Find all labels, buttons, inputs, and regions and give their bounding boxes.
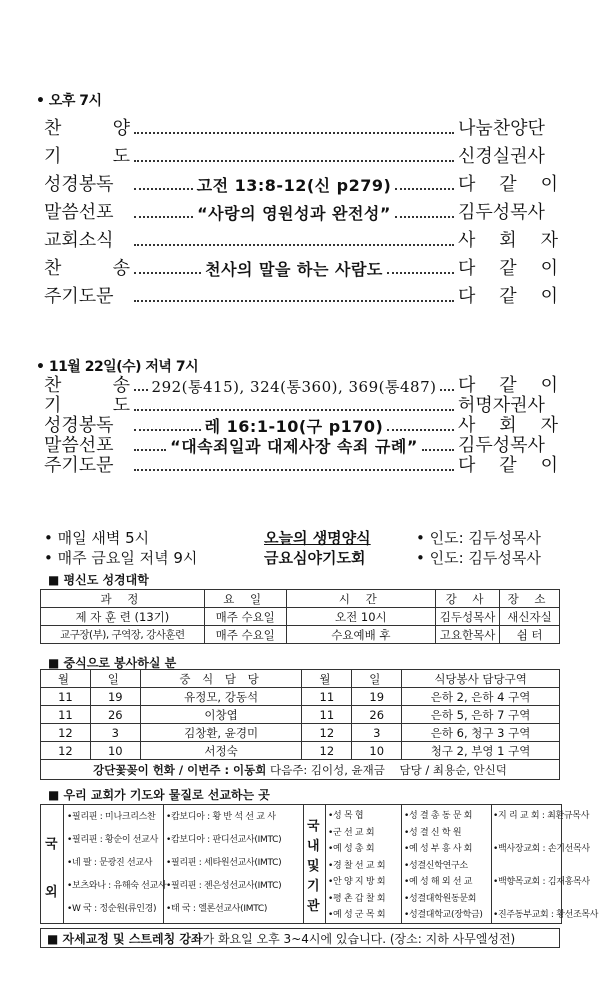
mission-entry: •캄보디아 : 황 반 석 선 교 사 xyxy=(166,812,276,822)
header-cell: 일 xyxy=(90,670,140,688)
order-role: 주기도문 xyxy=(44,455,114,476)
footer-notice xyxy=(40,928,560,948)
flower-duty: 담당 / 최용순, 안신덕 xyxy=(399,762,507,777)
order-role: 기 도 xyxy=(44,146,130,167)
mission-entry: •예 성 군 목 회 xyxy=(328,910,386,920)
header-cell: 일 xyxy=(352,670,402,688)
table-cell: 12 xyxy=(41,742,91,760)
table-cell: 쉼 터 xyxy=(500,626,560,644)
order-row xyxy=(44,455,558,477)
table-cell: 26 xyxy=(352,706,402,724)
order-row xyxy=(44,112,558,140)
flower-label: 강단꽃꽂이 헌화 / 이번주 : 이동희 xyxy=(93,762,267,777)
mission-entry: •성결신학연구소 xyxy=(404,860,468,871)
side-label: 국 xyxy=(307,819,320,834)
header-cell: 과 정 xyxy=(41,590,205,608)
college-table xyxy=(40,589,560,644)
header-cell: 중 식 담 당 xyxy=(140,670,302,688)
table-cell: 12 xyxy=(41,724,91,742)
mission-entry: •백향목교회 : 김재홍목사 xyxy=(493,877,590,887)
order-content: 레 16:1-10(구 p170) xyxy=(204,417,384,436)
order-role: 찬 송 xyxy=(44,375,130,396)
mission-entry: •성결대학원동문회 xyxy=(404,893,477,904)
wednesday-heading: • 11월 22일(수) 저녁 7시 xyxy=(36,359,199,375)
order-content: 292(통415), 324(통360), 369(통487) xyxy=(151,378,437,396)
mission-entry: •예 성 부 흥 사 회 xyxy=(404,844,473,854)
side-label: 외 xyxy=(45,885,58,900)
order-person: 사 회 자 xyxy=(458,415,558,436)
order-content: 고전 13:8-12(신 p279) xyxy=(196,176,392,195)
mission-entry: •네 팔 : 문광진 선교사 xyxy=(67,858,153,868)
footer-bold: ■ 자세교정 및 스트레칭 강좌 xyxy=(47,932,203,946)
table-cell: 김창환, 윤경미 xyxy=(140,724,302,742)
mission-entry: •경 찰 선 교 회 xyxy=(328,860,386,871)
table-cell: 19 xyxy=(90,688,140,706)
mission-entry: •성 목 협 xyxy=(328,811,364,821)
mission-entry: •필리핀 : 미나크리스찬 xyxy=(67,812,156,822)
table-cell: 19 xyxy=(352,688,402,706)
order-row xyxy=(44,168,558,196)
footer-text: 가 화요일 오후 3~4시에 있습니다. (장소: 지하 사무엘성전) xyxy=(202,932,516,946)
mission-entry: •진주동부교회 : 황선조목사 xyxy=(493,910,599,920)
table-row xyxy=(41,626,560,644)
order-person: 다 같 이 xyxy=(458,455,558,476)
evening-heading: • 오후 7시 xyxy=(36,93,102,109)
order-person: 신경실권사 xyxy=(458,146,545,167)
daily-when: • 매주 금요일 저녁 9시 xyxy=(44,549,198,567)
table-cell: 서정숙 xyxy=(140,742,302,760)
table-row xyxy=(41,706,560,724)
side-label: 관 xyxy=(307,899,320,914)
side-label: 국 xyxy=(45,837,58,852)
order-row xyxy=(44,224,558,252)
header-cell: 시 간 xyxy=(286,590,435,608)
mission-entry: •지 리 교 회 : 최환규목사 xyxy=(493,811,590,821)
order-role: 기 도 xyxy=(44,395,130,416)
table-cell: 새신자실 xyxy=(500,608,560,626)
table-cell: 11 xyxy=(41,688,91,706)
mission-entry: •예 성 총 회 xyxy=(328,844,375,854)
table-cell: 매주 수요일 xyxy=(204,608,286,626)
mission-entry: •보츠와나 : 유해숙 선교사 xyxy=(67,881,167,891)
mission-entry: •필리핀 : 황순이 선교사 xyxy=(67,835,158,845)
table-row xyxy=(41,724,560,742)
daily-row-2 xyxy=(44,547,560,568)
table-row xyxy=(41,688,560,706)
header-cell: 식당봉사 담당구역 xyxy=(402,670,560,688)
table-cell: 김두성목사 xyxy=(436,608,500,626)
order-person: 다 같 이 xyxy=(458,258,558,279)
order-person: 다 같 이 xyxy=(458,286,558,307)
side-label: 기 xyxy=(307,879,320,894)
order-person: 다 같 이 xyxy=(458,375,558,396)
order-content: “사랑의 영원성과 완전성” xyxy=(197,204,391,223)
order-row xyxy=(44,280,558,308)
missions-heading: ■ 우리 교회가 기도와 물질로 선교하는 곳 xyxy=(48,788,270,802)
table-cell: 11 xyxy=(302,706,352,724)
mission-entry: •캄보디아 : 판디선교사(IMTC) xyxy=(166,835,282,845)
mission-entry: •예 성 해 외 선 교 xyxy=(404,877,473,887)
order-content: 천사의 말을 하는 사람도 xyxy=(205,260,383,279)
order-row xyxy=(44,196,558,224)
table-cell: 3 xyxy=(352,724,402,742)
mission-entry: •성 결 총 동 문 회 xyxy=(404,811,473,821)
order-person: 나눔찬양단 xyxy=(458,118,545,139)
table-cell: 26 xyxy=(90,706,140,724)
header-cell: 월 xyxy=(41,670,91,688)
mission-entry: •백사장교회 : 손기선목사 xyxy=(493,844,590,854)
table-cell: 10 xyxy=(352,742,402,760)
table-cell: 제 자 훈 련 (13기) xyxy=(41,608,205,626)
table-cell: 은하 5, 은하 7 구역 xyxy=(402,706,560,724)
table-row xyxy=(41,742,560,760)
table-cell: 10 xyxy=(90,742,140,760)
header-cell: 장 소 xyxy=(500,590,560,608)
mission-entry: •필리핀 : 세타원선교사(IMTC) xyxy=(166,858,282,868)
order-role: 말씀선포 xyxy=(44,202,114,223)
mission-entry: •성결대학교(장학금) xyxy=(404,910,483,920)
flower-row xyxy=(41,760,560,780)
mission-entry: •성 결 신 학 원 xyxy=(404,827,462,838)
table-header-row xyxy=(41,590,560,608)
order-person: 허명자권사 xyxy=(458,395,545,416)
side-label: 내 xyxy=(307,839,320,854)
service-table xyxy=(40,669,560,780)
flower-next: 다음주: 김이성, 윤재금 xyxy=(270,762,385,777)
order-content: “대속죄일과 대제사장 속죄 규례” xyxy=(170,437,418,456)
daily-what: 오늘의 생명양식 xyxy=(264,529,371,547)
table-cell: 청구 2, 부영 1 구역 xyxy=(402,742,560,760)
order-person: 김두성목사 xyxy=(458,435,545,456)
table-cell: 수요예배 후 xyxy=(286,626,435,644)
mission-entry: •태 국 : 엘론선교사(IMTC) xyxy=(166,904,268,914)
daily-lead: • 인도: 김두성목사 xyxy=(416,549,541,567)
header-cell: 요 일 xyxy=(204,590,286,608)
header-cell: 월 xyxy=(302,670,352,688)
table-cell: 은하 2, 은하 4 구역 xyxy=(402,688,560,706)
missions-grid xyxy=(40,804,599,924)
order-role: 말씀선포 xyxy=(44,435,114,456)
table-cell: 12 xyxy=(302,724,352,742)
order-role: 찬 송 xyxy=(44,258,130,279)
order-person: 다 같 이 xyxy=(458,174,558,195)
order-person: 사 회 자 xyxy=(458,230,558,251)
header-cell: 강 사 xyxy=(436,590,500,608)
order-role: 성경봉독 xyxy=(44,415,114,436)
table-cell: 11 xyxy=(302,688,352,706)
order-row xyxy=(44,140,558,168)
order-person: 김두성목사 xyxy=(458,202,545,223)
daily-lead: • 인도: 김두성목사 xyxy=(416,529,541,547)
order-role: 성경봉독 xyxy=(44,174,114,195)
table-cell: 오전 10시 xyxy=(286,608,435,626)
mission-entry: •안 양 지 방 회 xyxy=(328,877,386,887)
college-heading: ■ 평신도 성경대학 xyxy=(48,573,149,587)
mission-entry: •평 촌 갑 찰 회 xyxy=(328,893,386,904)
table-cell: 이창엽 xyxy=(140,706,302,724)
table-header-row xyxy=(41,670,560,688)
table-cell: 교구장(부), 구역장, 강사훈련 xyxy=(41,626,205,644)
mission-entry: •군 선 교 회 xyxy=(328,827,375,838)
table-cell: 11 xyxy=(41,706,91,724)
daily-row-1 xyxy=(44,527,560,548)
mission-entry: •필리핀 : 젠은성선교사(IMTC) xyxy=(166,881,282,891)
order-row xyxy=(44,252,558,280)
service-heading: ■ 중식으로 봉사하실 분 xyxy=(48,656,177,670)
order-role: 교회소식 xyxy=(44,230,114,251)
table-cell: 12 xyxy=(302,742,352,760)
daily-what: 금요심야기도회 xyxy=(264,549,366,567)
table-row xyxy=(41,608,560,626)
table-cell: 3 xyxy=(90,724,140,742)
daily-when: • 매일 새벽 5시 xyxy=(44,529,150,547)
side-label: 및 xyxy=(307,859,320,874)
table-cell: 고요한목사 xyxy=(436,626,500,644)
order-role: 찬 양 xyxy=(44,118,130,139)
order-role: 주기도문 xyxy=(44,286,114,307)
table-cell: 유정모, 강동석 xyxy=(140,688,302,706)
table-cell: 매주 수요일 xyxy=(204,626,286,644)
mission-entry: •W 국 : 정순원(류인경) xyxy=(67,904,157,914)
table-cell: 은하 6, 청구 3 구역 xyxy=(402,724,560,742)
